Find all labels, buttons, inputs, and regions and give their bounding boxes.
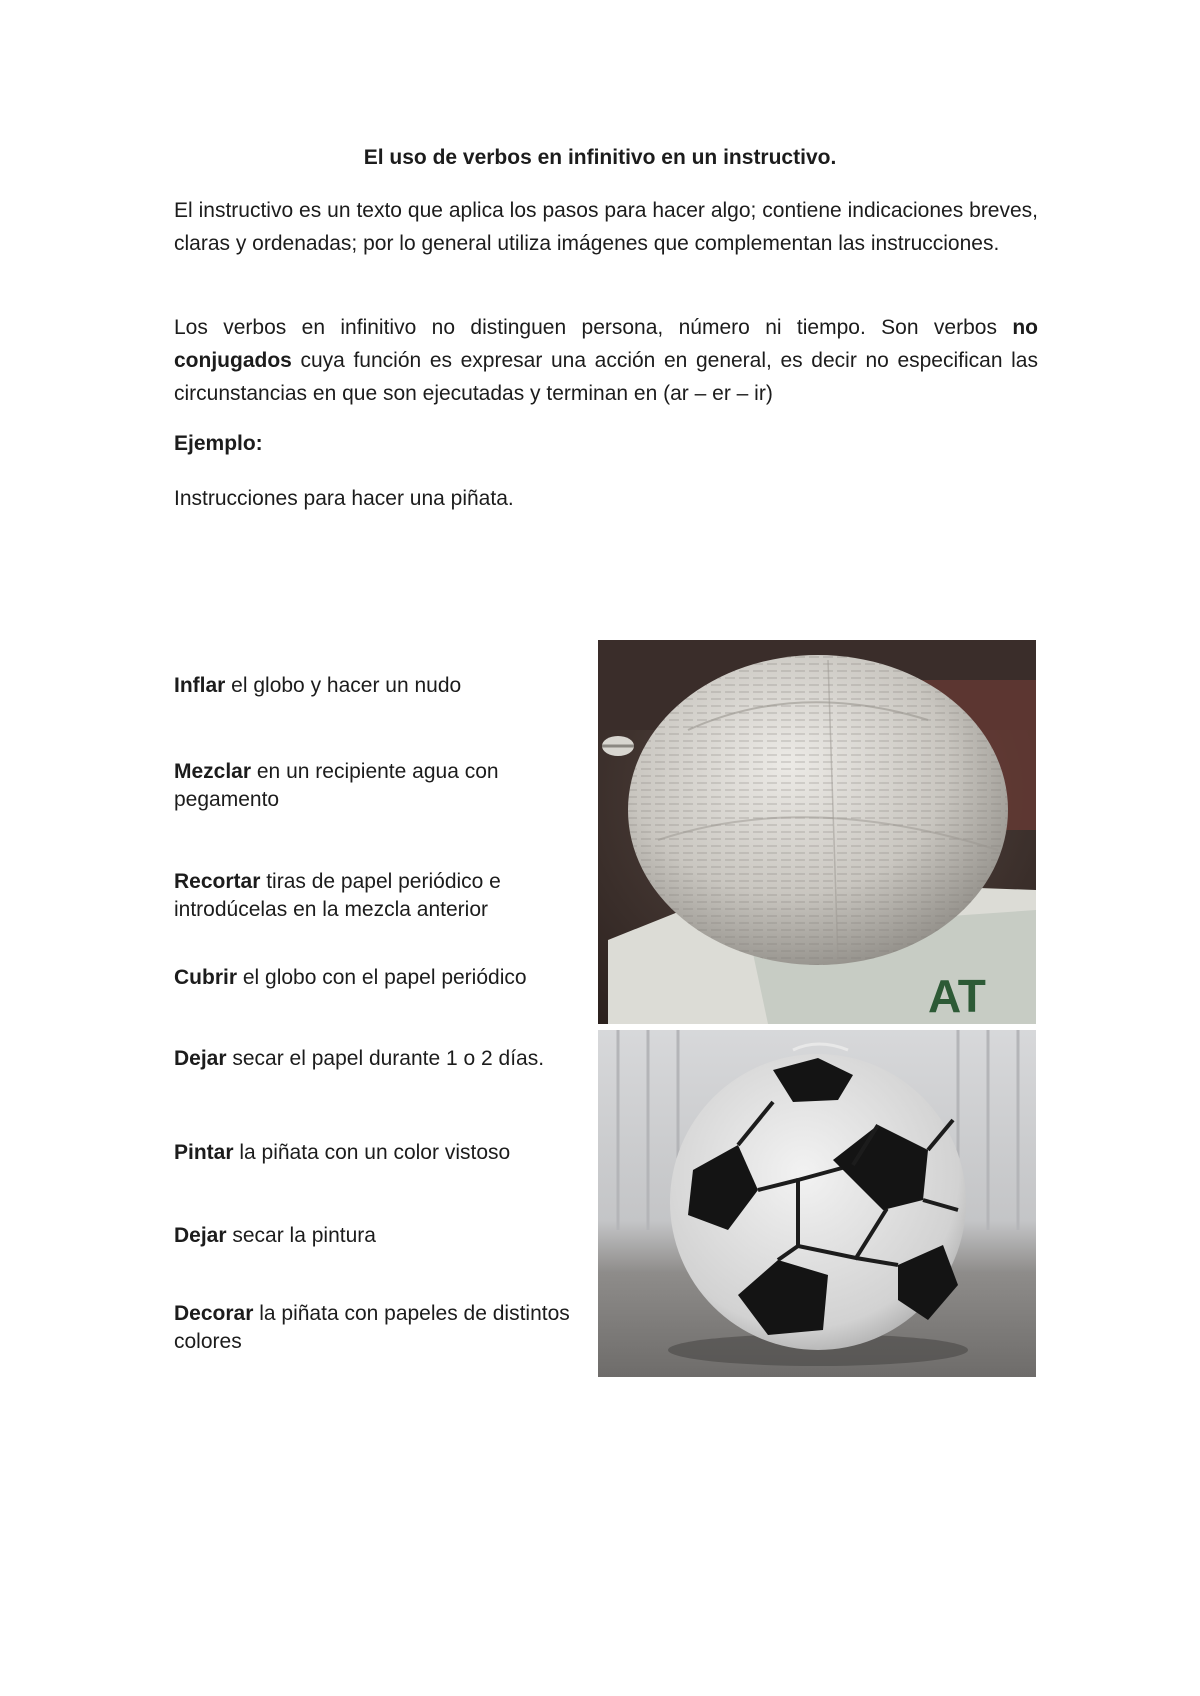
balloon-photo [598,640,1036,1024]
example-label: Ejemplo: [174,432,263,455]
step-7 [174,1222,584,1250]
step-verb: Pintar [174,1141,234,1164]
step-verb: Cubrir [174,966,237,989]
paragraph-text-2: cuya función es expresar una acción en general, es decir no especifican las circunstancias en que son ejecutadas y terminan en (ar – er – ir) [174,349,1038,405]
step-verb: Mezclar [174,760,252,783]
step-8 [174,1300,584,1356]
infinitive-paragraph [174,311,1038,410]
papier-mache-balloon-icon [598,640,1036,1024]
step-6 [174,1139,584,1167]
step-text: secar el papel durante 1 o 2 días. [226,1047,545,1070]
step-2 [174,758,584,814]
step-verb: Decorar [174,1302,254,1325]
soccer-ball-photo [598,1030,1036,1377]
soccer-ball-pinata-icon [598,1030,1036,1377]
paragraph-text-1: Los verbos en infinitivo no distinguen persona, número ni tiempo. Son verbos [174,316,1013,339]
step-verb: Dejar [174,1224,227,1247]
step-3 [174,868,584,924]
step-text: la piñata con papeles de distintos colores [174,1302,570,1353]
page-title: El uso de verbos en infinitivo en un instructivo. [363,146,837,169]
step-text: el globo y hacer un nudo [225,674,462,697]
step-verb: Dejar [174,1047,227,1070]
step-1 [174,672,584,700]
step-5 [174,1045,584,1073]
svg-text:AT: AT [928,970,986,1022]
paragraph-bold-term: no conjugados [174,316,1038,372]
intro-paragraph: El instructivo es un texto que aplica los pasos para hacer algo; contiene indicaciones breves, claras y ordenadas; por lo general utiliza imágenes que complementan las instrucciones. [174,199,1038,255]
example-title: Instrucciones para hacer una piñata. [174,487,514,510]
step-text: el globo con el papel periódico [237,966,527,989]
step-text: tiras de papel periódico e introdúcelas en la mezcla anterior [174,870,501,921]
step-text: la piñata con un color vistoso [233,1141,511,1164]
step-verb: Inflar [174,674,226,697]
step-text: secar la pintura [226,1224,376,1247]
step-text: en un recipiente agua con pegamento [174,760,499,811]
step-4 [174,964,584,992]
step-verb: Recortar [174,870,261,893]
